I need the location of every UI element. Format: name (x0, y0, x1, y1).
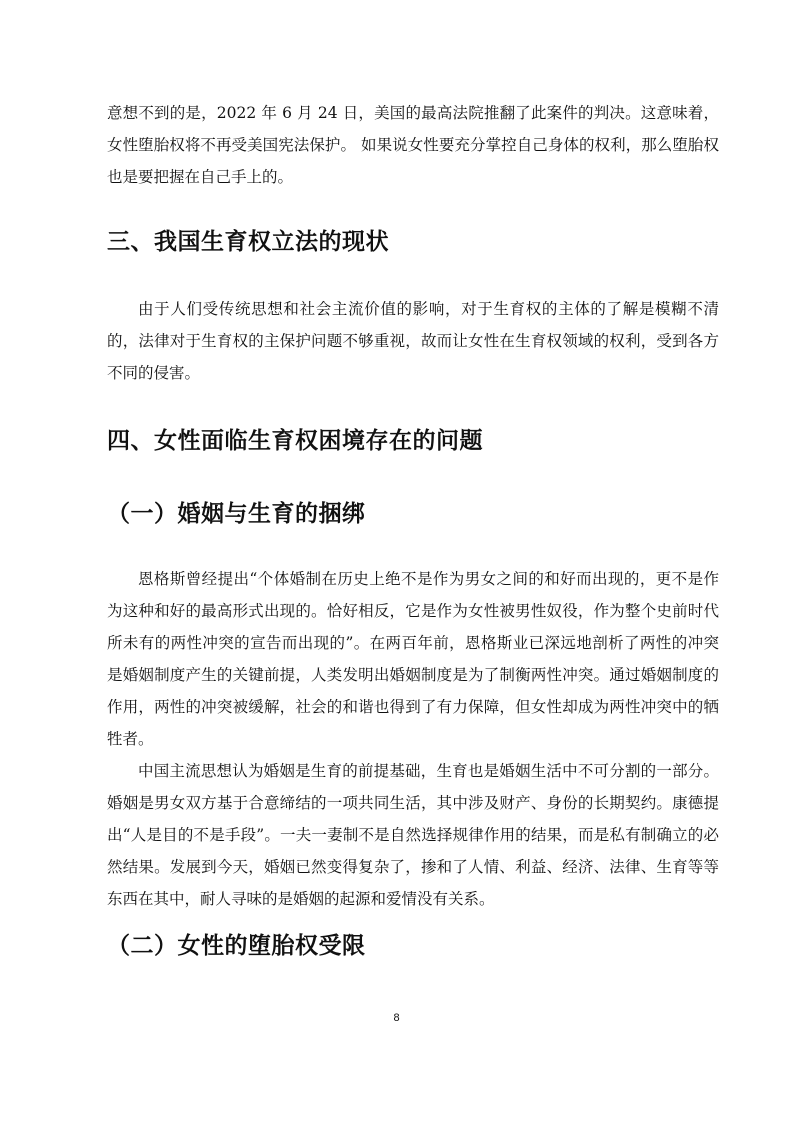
paragraphs-subsection-1-block (107, 563, 719, 915)
paragraph-section-3-block (107, 293, 719, 389)
subsection-1-heading-block (107, 498, 719, 530)
section-4-heading-block (107, 425, 719, 457)
paragraph-china: 中国主流思想认为婚姻是生育的前提基础，生育也是婚姻生活中不可分割的一部分。婚姻是男女双方基于合意缔结的一项共同生活，其中涉及财产、身份的长期契约。康德提出“人是目的不是手段”。一夫一妻制不是自然选择规律作用的结果，而是私有制确立的必然结果。发展到今天，婚姻已然变得复杂了，掺和了人情、利益、经济、法律、生育等等东西在其中，耐人寻味的是婚姻的起源和爱情没有关系。 (107, 762, 719, 908)
section-heading-3: 三、我国生育权立法的现状 (107, 229, 389, 255)
paragraph-section-3: 由于人们受传统思想和社会主流价值的影响，对于生育权的主体的了解是模糊不清的，法律对于生育权的主保护问题不够重视，故而让女性在生育权领域的权利，受到各方不同的侵害。 (107, 300, 719, 382)
paragraph-intro: 意想不到的是，2022 年 6 月 24 日，美国的最高法院推翻了此案件的判决。这意味着，女性堕胎权将不再受美国宪法保护。 如果说女性要充分掌控自己身体的权利，那么堕胎权也是要把握在自己手上的。 (107, 104, 719, 186)
paragraph-engels: 恩格斯曾经提出“个体婚制在历史上绝不是作为男女之间的和好而出现的，更不是作为这种和好的最高形式出现的。恰好相反，它是作为女性被男性奴役，作为整个史前时代所未有的两性冲突的宣告而出现的”。在两百年前，恩格斯业已深远地剖析了两性的冲突是婚姻制度产生的关键前提，人类发明出婚姻制度是为了制衡两性冲突。通过婚姻制度的作用，两性的冲突被缓解，社会的和谐也得到了有力保障，但女性却成为两性冲突中的牺牲者。 (107, 570, 719, 748)
section-3-heading-block (107, 226, 719, 258)
subsection-heading-2: （二）女性的堕胎权受限 (107, 933, 366, 959)
page-number: 8 (393, 1012, 400, 1024)
section-heading-4: 四、女性面临生育权困境存在的问题 (107, 428, 483, 454)
subsection-2-heading-block (107, 930, 719, 962)
paragraph-intro-block (107, 97, 719, 193)
subsection-heading-1: （一）婚姻与生育的捆绑 (107, 501, 366, 527)
